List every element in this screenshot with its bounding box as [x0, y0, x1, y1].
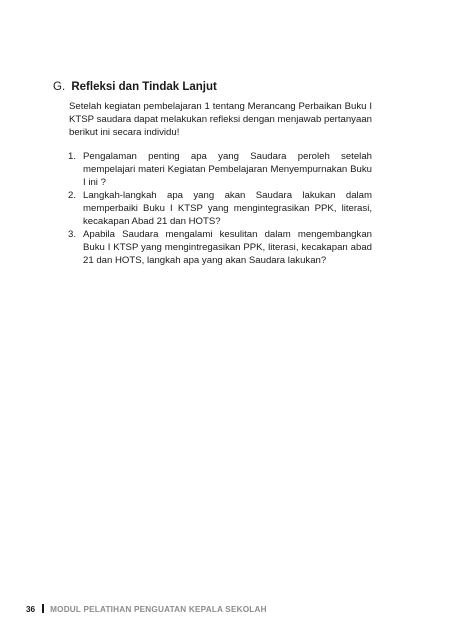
- section-title: Refleksi dan Tindak Lanjut: [71, 81, 217, 93]
- reflection-question-list: [53, 150, 372, 267]
- question-text: Apabila Saudara mengalami kesulitan dalam mengembangkan Buku I KTSP yang mengintregasikan PPK, literasi, kecakapan abad 21 dan HOTS, langkah apa yang akan Saudara lakukan?: [83, 229, 372, 266]
- question-number: 2.: [68, 190, 77, 201]
- reflection-question-3: [53, 228, 372, 267]
- question-number: 1.: [68, 151, 77, 162]
- reflection-question-1: [53, 150, 372, 189]
- page-number: 36: [26, 605, 36, 614]
- reflection-question-2: [53, 189, 372, 228]
- question-number: 3.: [68, 229, 77, 240]
- section-letter: G.: [53, 81, 66, 93]
- question-text: Pengalaman penting apa yang Saudara peroleh setelah mempelajari materi Kegiatan Pembelajaran Menyempurnakan Buku I ini ?: [83, 151, 372, 188]
- footer-divider: [42, 604, 44, 613]
- question-text: Langkah-langkah apa yang akan Saudara lakukan dalam memperbaiki Buku I KTSP yang mengintegrasikan PPK, literasi, kecakapan Abad 21 dan HOTS?: [83, 190, 372, 227]
- intro-paragraph: Setelah kegiatan pembelajaran 1 tentang Merancang Perbaikan Buku I KTSP saudara dapat melakukan refleksi dengan menjawab pertanyaan berikut ini secara individu!: [69, 101, 372, 138]
- module-title: MODUL PELATIHAN PENGUATAN KEPALA SEKOLAH: [50, 605, 267, 614]
- page-footer: [26, 604, 267, 615]
- section-heading: [53, 80, 217, 94]
